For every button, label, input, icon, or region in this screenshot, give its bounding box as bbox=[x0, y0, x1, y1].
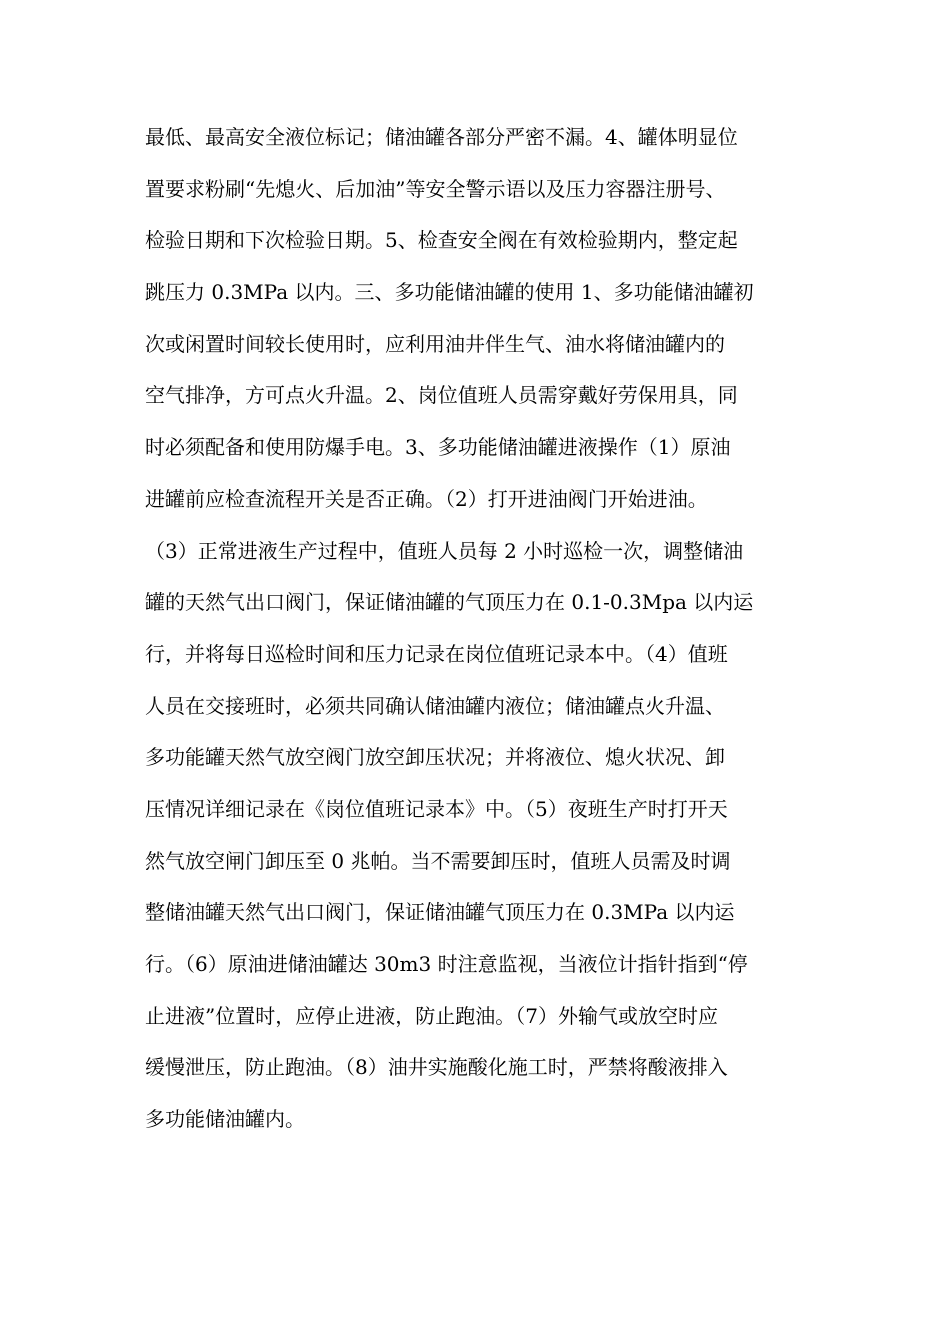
text-line: 跳压力 0.3MPa 以内。三、多功能储油罐的使用 1、多功能储油罐初 bbox=[145, 280, 754, 305]
text-line: 次或闲置时间较长使用时，应利用油井伴生气、油水将储油罐内的 bbox=[145, 331, 725, 356]
text-line: 人员在交接班时，必须共同确认储油罐内液位；储油罐点火升温、 bbox=[145, 693, 725, 718]
text-line: 置要求粉刷“先熄火、后加油”等安全警示语以及压力容器注册号、 bbox=[145, 176, 726, 201]
text-line: 罐的天然气出口阀门，保证储油罐的气顶压力在 0.1-0.3Mpa 以内运 bbox=[145, 590, 754, 615]
text-line: 压情况详细记录在《岗位值班记录本》中。（5）夜班生产时打开天 bbox=[145, 796, 728, 821]
text-line: 缓慢泄压，防止跑油。（8）油井实施酸化施工时，严禁将酸液排入 bbox=[145, 1055, 728, 1080]
text-line: 止进液”位置时，应停止进液，防止跑油。（7）外输气或放空时应 bbox=[145, 1003, 718, 1028]
body-text bbox=[145, 117, 810, 1151]
text-line: 空气排净，方可点火升温。2、岗位值班人员需穿戴好劳保用具，同 bbox=[145, 383, 738, 408]
text-line: 进罐前应检查流程开关是否正确。（2）打开进油阀门开始进油。 bbox=[145, 486, 708, 511]
text-line: 检验日期和下次检验日期。5、检查安全阀在有效检验期内，整定起 bbox=[145, 228, 738, 253]
text-line: 行。（6）原油进储油罐达 30m3 时注意监视，当液位计指针指到“停 bbox=[145, 952, 748, 976]
text-line: 多功能储油罐内。 bbox=[145, 1107, 305, 1132]
text-line: 多功能罐天然气放空阀门放空卸压状况；并将液位、熄火状况、卸 bbox=[145, 745, 725, 770]
text-line: 然气放空闸门卸压至 0 兆帕。当不需要卸压时，值班人员需及时调 bbox=[145, 848, 731, 873]
text-line: 最低、最高安全液位标记；储油罐各部分严密不漏。4、罐体明显位 bbox=[145, 125, 738, 149]
text-line: （3）正常进液生产过程中，值班人员每 2 小时巡检一次，调整储油 bbox=[145, 538, 744, 563]
text-line: 整储油罐天然气出口阀门，保证储油罐气顶压力在 0.3MPa 以内运 bbox=[145, 900, 735, 925]
text-line: 时必须配备和使用防爆手电。3、多功能储油罐进液操作（1）原油 bbox=[145, 435, 731, 460]
text-line: 行，并将每日巡检时间和压力记录在岗位值班记录本中。（4）值班 bbox=[145, 641, 728, 666]
